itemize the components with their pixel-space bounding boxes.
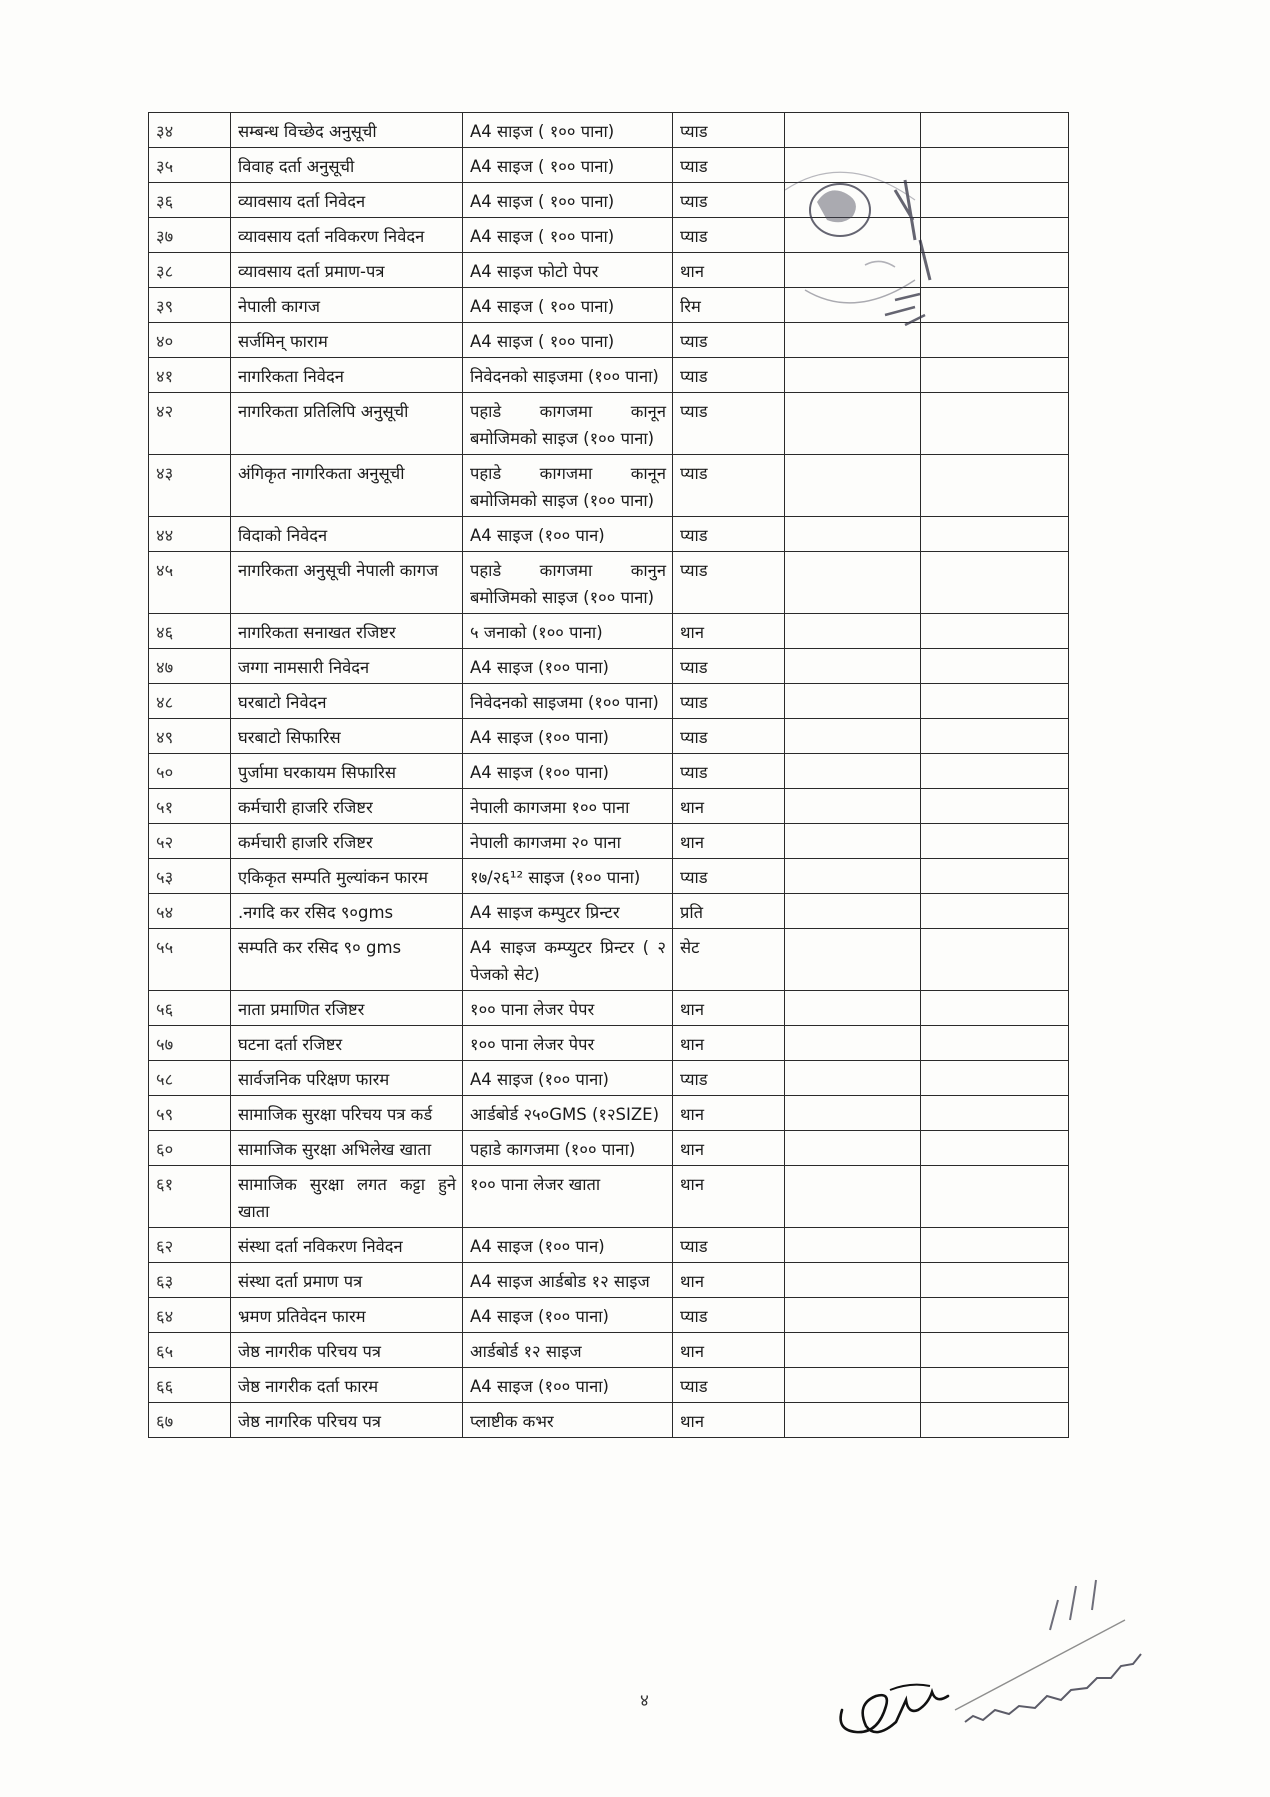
unit-cell: थान xyxy=(673,1403,785,1438)
serial-number-cell: ५२ xyxy=(149,824,231,859)
item-name-cell: सर्जमिन् फाराम xyxy=(231,323,463,358)
serial-number-cell: ३६ xyxy=(149,183,231,218)
empty-cell xyxy=(921,1061,1069,1096)
empty-cell xyxy=(785,1096,921,1131)
serial-number-cell: ५६ xyxy=(149,991,231,1026)
empty-cell xyxy=(785,1368,921,1403)
empty-cell xyxy=(785,1333,921,1368)
unit-cell: थान xyxy=(673,1263,785,1298)
size-cell: निवेदनको साइजमा (१०० पाना) xyxy=(463,684,673,719)
item-name-cell: एकिकृत सम्पति मुल्यांकन फारम xyxy=(231,859,463,894)
item-name-cell: जेष्ठ नागरीक परिचय पत्र xyxy=(231,1333,463,1368)
unit-cell: प्याड xyxy=(673,358,785,393)
signature xyxy=(830,1560,1160,1760)
table-row xyxy=(149,1061,1069,1096)
serial-number-cell: ५४ xyxy=(149,894,231,929)
item-name-cell: नागरिकता प्रतिलिपि अनुसूची xyxy=(231,393,463,455)
table-row xyxy=(149,1403,1069,1438)
empty-cell xyxy=(921,859,1069,894)
serial-number-cell: ३९ xyxy=(149,288,231,323)
empty-cell xyxy=(921,824,1069,859)
item-name-cell: जग्गा नामसारी निवेदन xyxy=(231,649,463,684)
serial-number-cell: ४७ xyxy=(149,649,231,684)
size-cell: पहाडे कागजमा (१०० पाना) xyxy=(463,1131,673,1166)
empty-cell xyxy=(785,113,921,148)
page-number: ४ xyxy=(640,1691,649,1711)
office-stamp xyxy=(745,150,955,365)
empty-cell xyxy=(921,719,1069,754)
unit-cell: प्याड xyxy=(673,1368,785,1403)
item-name-cell: कर्मचारी हाजरि रजिष्टर xyxy=(231,824,463,859)
serial-number-cell: ६४ xyxy=(149,1298,231,1333)
size-cell: A4 साइज ( १०० पाना) xyxy=(463,218,673,253)
empty-cell xyxy=(921,393,1069,455)
empty-cell xyxy=(785,517,921,552)
size-cell: A4 साइज ( १०० पाना) xyxy=(463,183,673,218)
size-cell: १७/२६¹² साइज (१०० पाना) xyxy=(463,859,673,894)
table-row xyxy=(149,393,1069,455)
empty-cell xyxy=(785,1403,921,1438)
table-row xyxy=(149,1333,1069,1368)
item-name-cell: सामाजिक सुरक्षा लगत कट्टा हुने खाता xyxy=(231,1166,463,1228)
size-cell: A4 साइज ( १०० पाना) xyxy=(463,148,673,183)
size-cell: A4 साइज (१०० पाना) xyxy=(463,719,673,754)
serial-number-cell: ४९ xyxy=(149,719,231,754)
item-name-cell: अंगिकृत नागरिकता अनुसूची xyxy=(231,455,463,517)
serial-number-cell: ३७ xyxy=(149,218,231,253)
table-row xyxy=(149,614,1069,649)
table-row xyxy=(149,1026,1069,1061)
serial-number-cell: ५५ xyxy=(149,929,231,991)
item-name-cell: विवाह दर्ता अनुसूची xyxy=(231,148,463,183)
size-cell: A4 साइज (१०० पाना) xyxy=(463,1298,673,1333)
empty-cell xyxy=(785,614,921,649)
table-row xyxy=(149,552,1069,614)
size-cell: पहाडे कागजमा कानुन बमोजिमको साइज (१०० पाना) xyxy=(463,552,673,614)
item-name-cell: सामाजिक सुरक्षा अभिलेख खाता xyxy=(231,1131,463,1166)
size-cell: A4 साइज (१०० पाना) xyxy=(463,649,673,684)
empty-cell xyxy=(785,649,921,684)
unit-cell: प्याड xyxy=(673,1061,785,1096)
unit-cell: प्याड xyxy=(673,148,785,183)
empty-cell xyxy=(785,393,921,455)
empty-cell xyxy=(785,1166,921,1228)
item-name-cell: व्यावसाय दर्ता निवेदन xyxy=(231,183,463,218)
table-row xyxy=(149,719,1069,754)
empty-cell xyxy=(785,1061,921,1096)
item-name-cell: व्यावसाय दर्ता प्रमाण-पत्र xyxy=(231,253,463,288)
table-row xyxy=(149,1228,1069,1263)
size-cell: निवेदनको साइजमा (१०० पाना) xyxy=(463,358,673,393)
table-row xyxy=(149,517,1069,552)
size-cell: A4 साइज फोटो पेपर xyxy=(463,253,673,288)
serial-number-cell: ४६ xyxy=(149,614,231,649)
empty-cell xyxy=(921,614,1069,649)
serial-number-cell: ४५ xyxy=(149,552,231,614)
table-row xyxy=(149,894,1069,929)
serial-number-cell: ६१ xyxy=(149,1166,231,1228)
unit-cell: प्याड xyxy=(673,455,785,517)
serial-number-cell: ४४ xyxy=(149,517,231,552)
item-name-cell: सम्पति कर रसिद ९० gms xyxy=(231,929,463,991)
unit-cell: रिम xyxy=(673,288,785,323)
empty-cell xyxy=(921,1228,1069,1263)
item-name-cell: संस्था दर्ता नविकरण निवेदन xyxy=(231,1228,463,1263)
item-name-cell: भ्रमण प्रतिवेदन फारम xyxy=(231,1298,463,1333)
empty-cell xyxy=(921,1298,1069,1333)
empty-cell xyxy=(785,684,921,719)
size-cell: A4 साइज (१०० पाना) xyxy=(463,754,673,789)
size-cell: १०० पाना लेजर खाता xyxy=(463,1166,673,1228)
unit-cell: प्याड xyxy=(673,754,785,789)
unit-cell: थान xyxy=(673,789,785,824)
unit-cell: प्याड xyxy=(673,719,785,754)
serial-number-cell: ५१ xyxy=(149,789,231,824)
empty-cell xyxy=(785,1298,921,1333)
empty-cell xyxy=(921,991,1069,1026)
empty-cell xyxy=(785,1131,921,1166)
item-name-cell: नागरिकता निवेदन xyxy=(231,358,463,393)
empty-cell xyxy=(921,455,1069,517)
size-cell: A4 साइज (१०० पान) xyxy=(463,517,673,552)
unit-cell: थान xyxy=(673,1131,785,1166)
unit-cell: थान xyxy=(673,1333,785,1368)
unit-cell: प्याड xyxy=(673,113,785,148)
serial-number-cell: ६३ xyxy=(149,1263,231,1298)
serial-number-cell: ४० xyxy=(149,323,231,358)
table-row xyxy=(149,929,1069,991)
empty-cell xyxy=(921,113,1069,148)
empty-cell xyxy=(785,1263,921,1298)
size-cell: १०० पाना लेजर पेपर xyxy=(463,1026,673,1061)
table-row xyxy=(149,859,1069,894)
unit-cell: प्याड xyxy=(673,183,785,218)
empty-cell xyxy=(921,517,1069,552)
serial-number-cell: ६२ xyxy=(149,1228,231,1263)
unit-cell: प्याड xyxy=(673,393,785,455)
table-row xyxy=(149,824,1069,859)
unit-cell: थान xyxy=(673,1026,785,1061)
empty-cell xyxy=(785,719,921,754)
table-row xyxy=(149,1166,1069,1228)
table-row xyxy=(149,1263,1069,1298)
size-cell: A4 साइज ( १०० पाना) xyxy=(463,288,673,323)
empty-cell xyxy=(921,649,1069,684)
size-cell: पहाडे कागजमा कानून बमोजिमको साइज (१०० पाना) xyxy=(463,393,673,455)
empty-cell xyxy=(921,1263,1069,1298)
item-name-cell: नेपाली कागज xyxy=(231,288,463,323)
size-cell: A4 साइज (१०० पाना) xyxy=(463,1368,673,1403)
item-name-cell: कर्मचारी हाजरि रजिष्टर xyxy=(231,789,463,824)
empty-cell xyxy=(785,929,921,991)
unit-cell: थान xyxy=(673,1166,785,1228)
size-cell: A4 साइज ( १०० पाना) xyxy=(463,113,673,148)
serial-number-cell: ३४ xyxy=(149,113,231,148)
unit-cell: प्याड xyxy=(673,218,785,253)
serial-number-cell: ५८ xyxy=(149,1061,231,1096)
unit-cell: थान xyxy=(673,824,785,859)
serial-number-cell: ४३ xyxy=(149,455,231,517)
item-name-cell: नाता प्रमाणित रजिष्टर xyxy=(231,991,463,1026)
unit-cell: प्रति xyxy=(673,894,785,929)
size-cell: प्लाष्टीक कभर xyxy=(463,1403,673,1438)
unit-cell: प्याड xyxy=(673,1228,785,1263)
item-name-cell: जेष्ठ नागरिक परिचय पत्र xyxy=(231,1403,463,1438)
unit-cell: प्याड xyxy=(673,649,785,684)
serial-number-cell: ६५ xyxy=(149,1333,231,1368)
serial-number-cell: ३८ xyxy=(149,253,231,288)
size-cell: ५ जनाको (१०० पाना) xyxy=(463,614,673,649)
size-cell: आर्डबोर्ड १२ साइज xyxy=(463,1333,673,1368)
item-name-cell: नागरिकता सनाखत रजिष्टर xyxy=(231,614,463,649)
serial-number-cell: ४२ xyxy=(149,393,231,455)
empty-cell xyxy=(921,552,1069,614)
table-row xyxy=(149,1096,1069,1131)
item-name-cell: सार्वजनिक परिक्षण फारम xyxy=(231,1061,463,1096)
size-cell: A4 साइज (१०० पान) xyxy=(463,1228,673,1263)
table-row xyxy=(149,789,1069,824)
size-cell: १०० पाना लेजर पेपर xyxy=(463,991,673,1026)
item-name-cell: घरबाटो निवेदन xyxy=(231,684,463,719)
item-name-cell: सम्बन्ध विच्छेद अनुसूची xyxy=(231,113,463,148)
serial-number-cell: ५९ xyxy=(149,1096,231,1131)
empty-cell xyxy=(921,929,1069,991)
item-name-cell: संस्था दर्ता प्रमाण पत्र xyxy=(231,1263,463,1298)
empty-cell xyxy=(785,894,921,929)
serial-number-cell: ६० xyxy=(149,1131,231,1166)
empty-cell xyxy=(785,455,921,517)
serial-number-cell: ५३ xyxy=(149,859,231,894)
empty-cell xyxy=(785,789,921,824)
table-row xyxy=(149,1131,1069,1166)
size-cell: नेपाली कागजमा २० पाना xyxy=(463,824,673,859)
unit-cell: प्याड xyxy=(673,1298,785,1333)
item-name-cell: जेष्ठ नागरीक दर्ता फारम xyxy=(231,1368,463,1403)
item-name-cell: .नगदि कर रसिद ९०gms xyxy=(231,894,463,929)
item-name-cell: पुर्जामा घरकायम सिफारिस xyxy=(231,754,463,789)
empty-cell xyxy=(921,754,1069,789)
serial-number-cell: ६६ xyxy=(149,1368,231,1403)
unit-cell: थान xyxy=(673,991,785,1026)
item-name-cell: व्यावसाय दर्ता नविकरण निवेदन xyxy=(231,218,463,253)
size-cell: A4 साइज ( १०० पाना) xyxy=(463,323,673,358)
serial-number-cell: ५७ xyxy=(149,1026,231,1061)
item-name-cell: घटना दर्ता रजिष्टर xyxy=(231,1026,463,1061)
empty-cell xyxy=(785,991,921,1026)
unit-cell: प्याड xyxy=(673,552,785,614)
empty-cell xyxy=(785,552,921,614)
empty-cell xyxy=(921,1131,1069,1166)
size-cell: A4 साइज कम्प्युटर प्रिन्टर ( २ पेजको सेट) xyxy=(463,929,673,991)
table-row xyxy=(149,113,1069,148)
empty-cell xyxy=(921,1403,1069,1438)
unit-cell: थान xyxy=(673,614,785,649)
table-row xyxy=(149,1368,1069,1403)
serial-number-cell: ४१ xyxy=(149,358,231,393)
unit-cell: सेट xyxy=(673,929,785,991)
table-row xyxy=(149,1298,1069,1333)
serial-number-cell: ४८ xyxy=(149,684,231,719)
empty-cell xyxy=(785,1228,921,1263)
unit-cell: थान xyxy=(673,253,785,288)
table-row xyxy=(149,991,1069,1026)
empty-cell xyxy=(785,824,921,859)
empty-cell xyxy=(921,1166,1069,1228)
empty-cell xyxy=(921,1026,1069,1061)
unit-cell: प्याड xyxy=(673,517,785,552)
empty-cell xyxy=(785,1026,921,1061)
item-name-cell: नागरिकता अनुसूची नेपाली कागज xyxy=(231,552,463,614)
table-row xyxy=(149,455,1069,517)
unit-cell: प्याड xyxy=(673,859,785,894)
unit-cell: प्याड xyxy=(673,323,785,358)
table-row xyxy=(149,649,1069,684)
unit-cell: थान xyxy=(673,1096,785,1131)
serial-number-cell: ३५ xyxy=(149,148,231,183)
item-name-cell: विदाको निवेदन xyxy=(231,517,463,552)
empty-cell xyxy=(921,1096,1069,1131)
empty-cell xyxy=(785,859,921,894)
empty-cell xyxy=(921,1368,1069,1403)
size-cell: A4 साइज आर्डबोड १२ साइज xyxy=(463,1263,673,1298)
size-cell: A4 साइज कम्पुटर प्रिन्टर xyxy=(463,894,673,929)
size-cell: A4 साइज (१०० पाना) xyxy=(463,1061,673,1096)
item-name-cell: सामाजिक सुरक्षा परिचय पत्र कर्ड xyxy=(231,1096,463,1131)
serial-number-cell: ६७ xyxy=(149,1403,231,1438)
unit-cell: प्याड xyxy=(673,684,785,719)
size-cell: नेपाली कागजमा १०० पाना xyxy=(463,789,673,824)
size-cell: आर्डबोर्ड २५०GMS (१२SIZE) xyxy=(463,1096,673,1131)
empty-cell xyxy=(785,754,921,789)
serial-number-cell: ५० xyxy=(149,754,231,789)
empty-cell xyxy=(921,684,1069,719)
empty-cell xyxy=(921,789,1069,824)
size-cell: पहाडे कागजमा कानून बमोजिमको साइज (१०० पाना) xyxy=(463,455,673,517)
table-row xyxy=(149,684,1069,719)
table-row xyxy=(149,754,1069,789)
item-name-cell: घरबाटो सिफारिस xyxy=(231,719,463,754)
empty-cell xyxy=(921,1333,1069,1368)
empty-cell xyxy=(921,894,1069,929)
